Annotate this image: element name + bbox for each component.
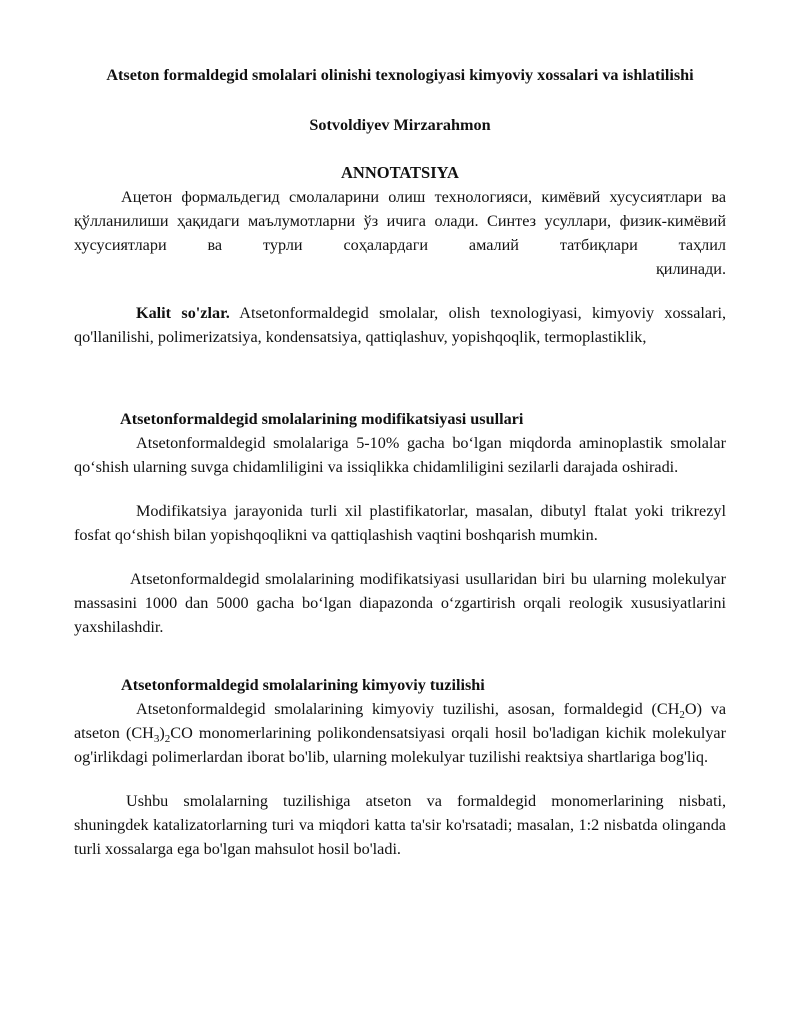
keywords-text: Atsetonformaldegid smolalar, olish texnologiyasi, kimyoviy xossalari, qo'llanilishi, polimerizatsiya, kondensatsiya, qattiqlashuv, yopishqoqlik, termoplastiklik, <box>74 304 726 346</box>
structure-text-part: ) <box>159 724 165 742</box>
modification-paragraph-3: Atsetonformaldegid smolalarining modifikatsiyasi usullaridan biri bu ularning molekulyar massasini 1000 dan 5000 gacha bo‘lgan diapazonda o‘zgartirish orqali reologik xususiyatlarini yaxshilashdir. <box>74 570 726 636</box>
modification-paragraph-2: Modifikatsiya jarayonida turli xil plastifikatorlar, masalan, dibutyl ftalat yoki trikrezyl fosfat qo‘shish bilan yopishqoqlikni va qattiqlashish vaqtini boshqarish mumkin. <box>74 502 726 544</box>
subscript: 2 <box>679 709 685 722</box>
structure-text-part: Atsetonformaldegid smolalarining kimyoviy tuzilishi, asosan, formaldegid (CH <box>136 700 680 718</box>
modification-paragraph-1: Atsetonformaldegid smolalariga 5-10% gacha bo‘lgan miqdorda aminoplastik smolalar qo‘shish ularning suvga chidamliligini va issiqlikka chidamliligini sezilarli darajada oshiradi. <box>74 434 726 476</box>
structure-paragraph-2: Ushbu smolalarning tuzilishiga atseton va formaldegid monomerlarining nisbati, shuningdek katalizatorlarning turi va miqdori katta ta'sir ko'rsatadi; masalan, 1:2 nisbatda olinganda turli xossalarga ega bo'lgan mahsulot hosil bo'ladi. <box>74 792 726 858</box>
subscript: 2 <box>164 733 171 746</box>
annotation-text-main: Ацетон формальдегид смолаларини олиш технологияси, кимёвий хусусиятлари ва қўлланилиши ҳақидаги маълумотларни ўз ичига олади. Синтез усуллари, физик-кимёвий хусусиятлари ва турли соҳалардаги амалий татбиқлари таҳлил <box>74 188 726 254</box>
section-heading-modification: Atsetonformaldegid smolalarining modifikatsiyasi usullari <box>120 410 524 428</box>
structure-paragraph-1 <box>74 697 726 769</box>
annotation-heading: ANNOTATSIYA <box>341 163 459 182</box>
document-page <box>74 64 726 861</box>
annotation-text-end: қилинади. <box>655 260 726 278</box>
annotation-text-end-line <box>74 257 726 281</box>
structure-text-part: CO monomerlarining polikondensatsiyasi orqali hosil bo'ladigan kichik molekulyar og'irlikdagi polimerlardan iborat bo'lib, ularning molekulyar tuzilishi reaktsiya shartlariga bog'liq. <box>74 724 726 766</box>
structure-text-part: O) va atseton (CH <box>74 700 727 742</box>
section-heading-structure: Atsetonformaldegid smolalarining kimyoviy tuzilishi <box>121 676 485 694</box>
document-title: Atseton formaldegid smolalari olinishi texnologiyasi kimyoviy xossalari va ishlatilishi <box>106 66 694 84</box>
author-name: Sotvoldiyev Mirzarahmon <box>309 116 491 134</box>
keywords-label: Kalit so'zlar. <box>136 304 230 322</box>
subscript: 3 <box>153 733 160 746</box>
annotation-text <box>74 185 726 257</box>
keywords-paragraph <box>74 301 726 349</box>
